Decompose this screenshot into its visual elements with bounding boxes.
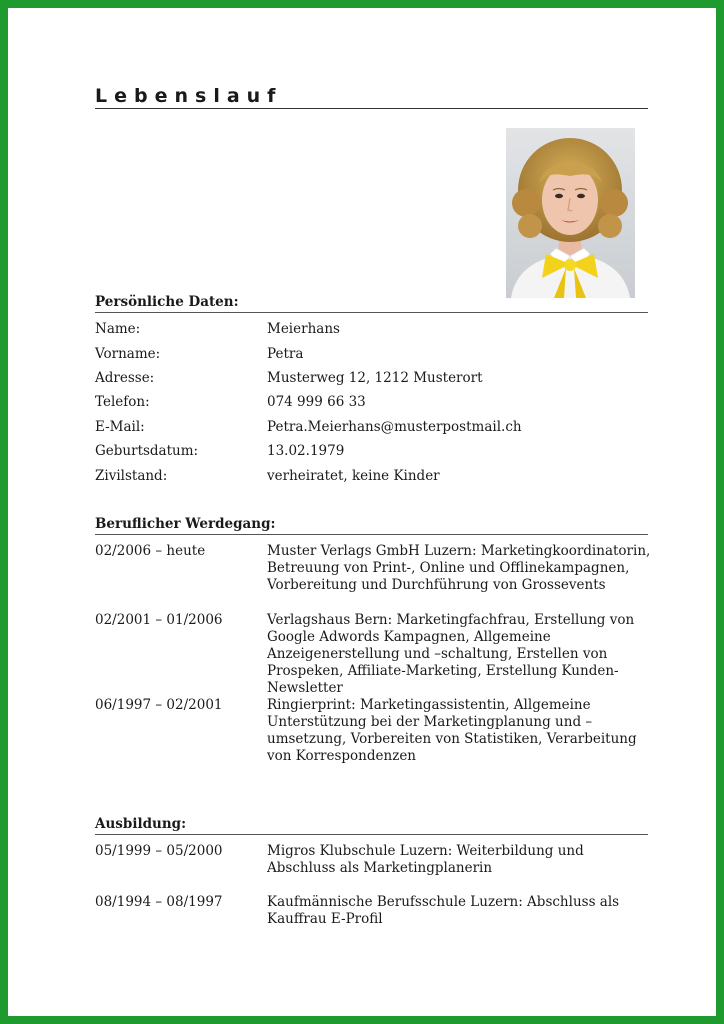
field-value: Petra (267, 346, 304, 362)
entry-period: 08/1994 – 08/1997 (95, 894, 223, 910)
entry-period: 02/2001 – 01/2006 (95, 612, 223, 628)
entry-description: Verlagshaus Bern: Marketingfachfrau, Erstellung von Google Adwords Kampagnen, Allgemeine Anzeigenerstellung und –schaltung, Erstellen von Prospeken, Affiliate-Marketing, Erstellung Kunden-Newsletter (267, 612, 635, 696)
entry-period: 06/1997 – 02/2001 (95, 697, 223, 713)
field-value: Meierhans (267, 321, 340, 337)
field-value: 074 999 66 33 (267, 394, 366, 410)
field-label: Geburtsdatum: (95, 443, 199, 459)
field-label: E-Mail: (95, 419, 145, 435)
field-value: verheiratet, keine Kinder (267, 468, 440, 484)
section-heading-personal: Persönliche Daten: (95, 294, 648, 313)
field-label: Telefon: (95, 394, 150, 410)
field-label: Name: (95, 321, 141, 337)
portrait-photo (506, 128, 635, 298)
portrait-illustration (506, 128, 635, 298)
entry-description: Migros Klubschule Luzern: Weiterbildung und Abschluss als Marketingplanerin (267, 843, 584, 876)
section-heading-education: Ausbildung: (95, 816, 648, 835)
field-label: Adresse: (95, 370, 155, 386)
field-value: Musterweg 12, 1212 Musterort (267, 370, 483, 386)
field-label: Vorname: (95, 346, 161, 362)
entry-description: Muster Verlags GmbH Luzern: Marketingkoordinatorin, Betreuung von Print-, Online und Offlinekampagnen, Vorbereitung und Durchführung von Grossevents (267, 543, 651, 593)
title-divider (95, 108, 648, 109)
field-value: 13.02.1979 (267, 443, 345, 459)
entry-period: 05/1999 – 05/2000 (95, 843, 223, 859)
section-heading-career: Beruflicher Werdegang: (95, 516, 648, 535)
field-label: Zivilstand: (95, 468, 168, 484)
page-title: Lebenslauf (95, 85, 283, 107)
email-value: Petra.Meierhans@musterpostmail.ch (267, 419, 522, 435)
entry-description: Kaufmännische Berufsschule Luzern: Abschluss als Kauffrau E-Profil (267, 894, 620, 927)
entry-description: Ringierprint: Marketingassistentin, Allgemeine Unterstützung bei der Marketingplanung und –umsetzung, Vorbereiten von Statistiken, Verarbeitung von Korrespondenzen (267, 697, 637, 764)
entry-period: 02/2006 – heute (95, 543, 206, 559)
